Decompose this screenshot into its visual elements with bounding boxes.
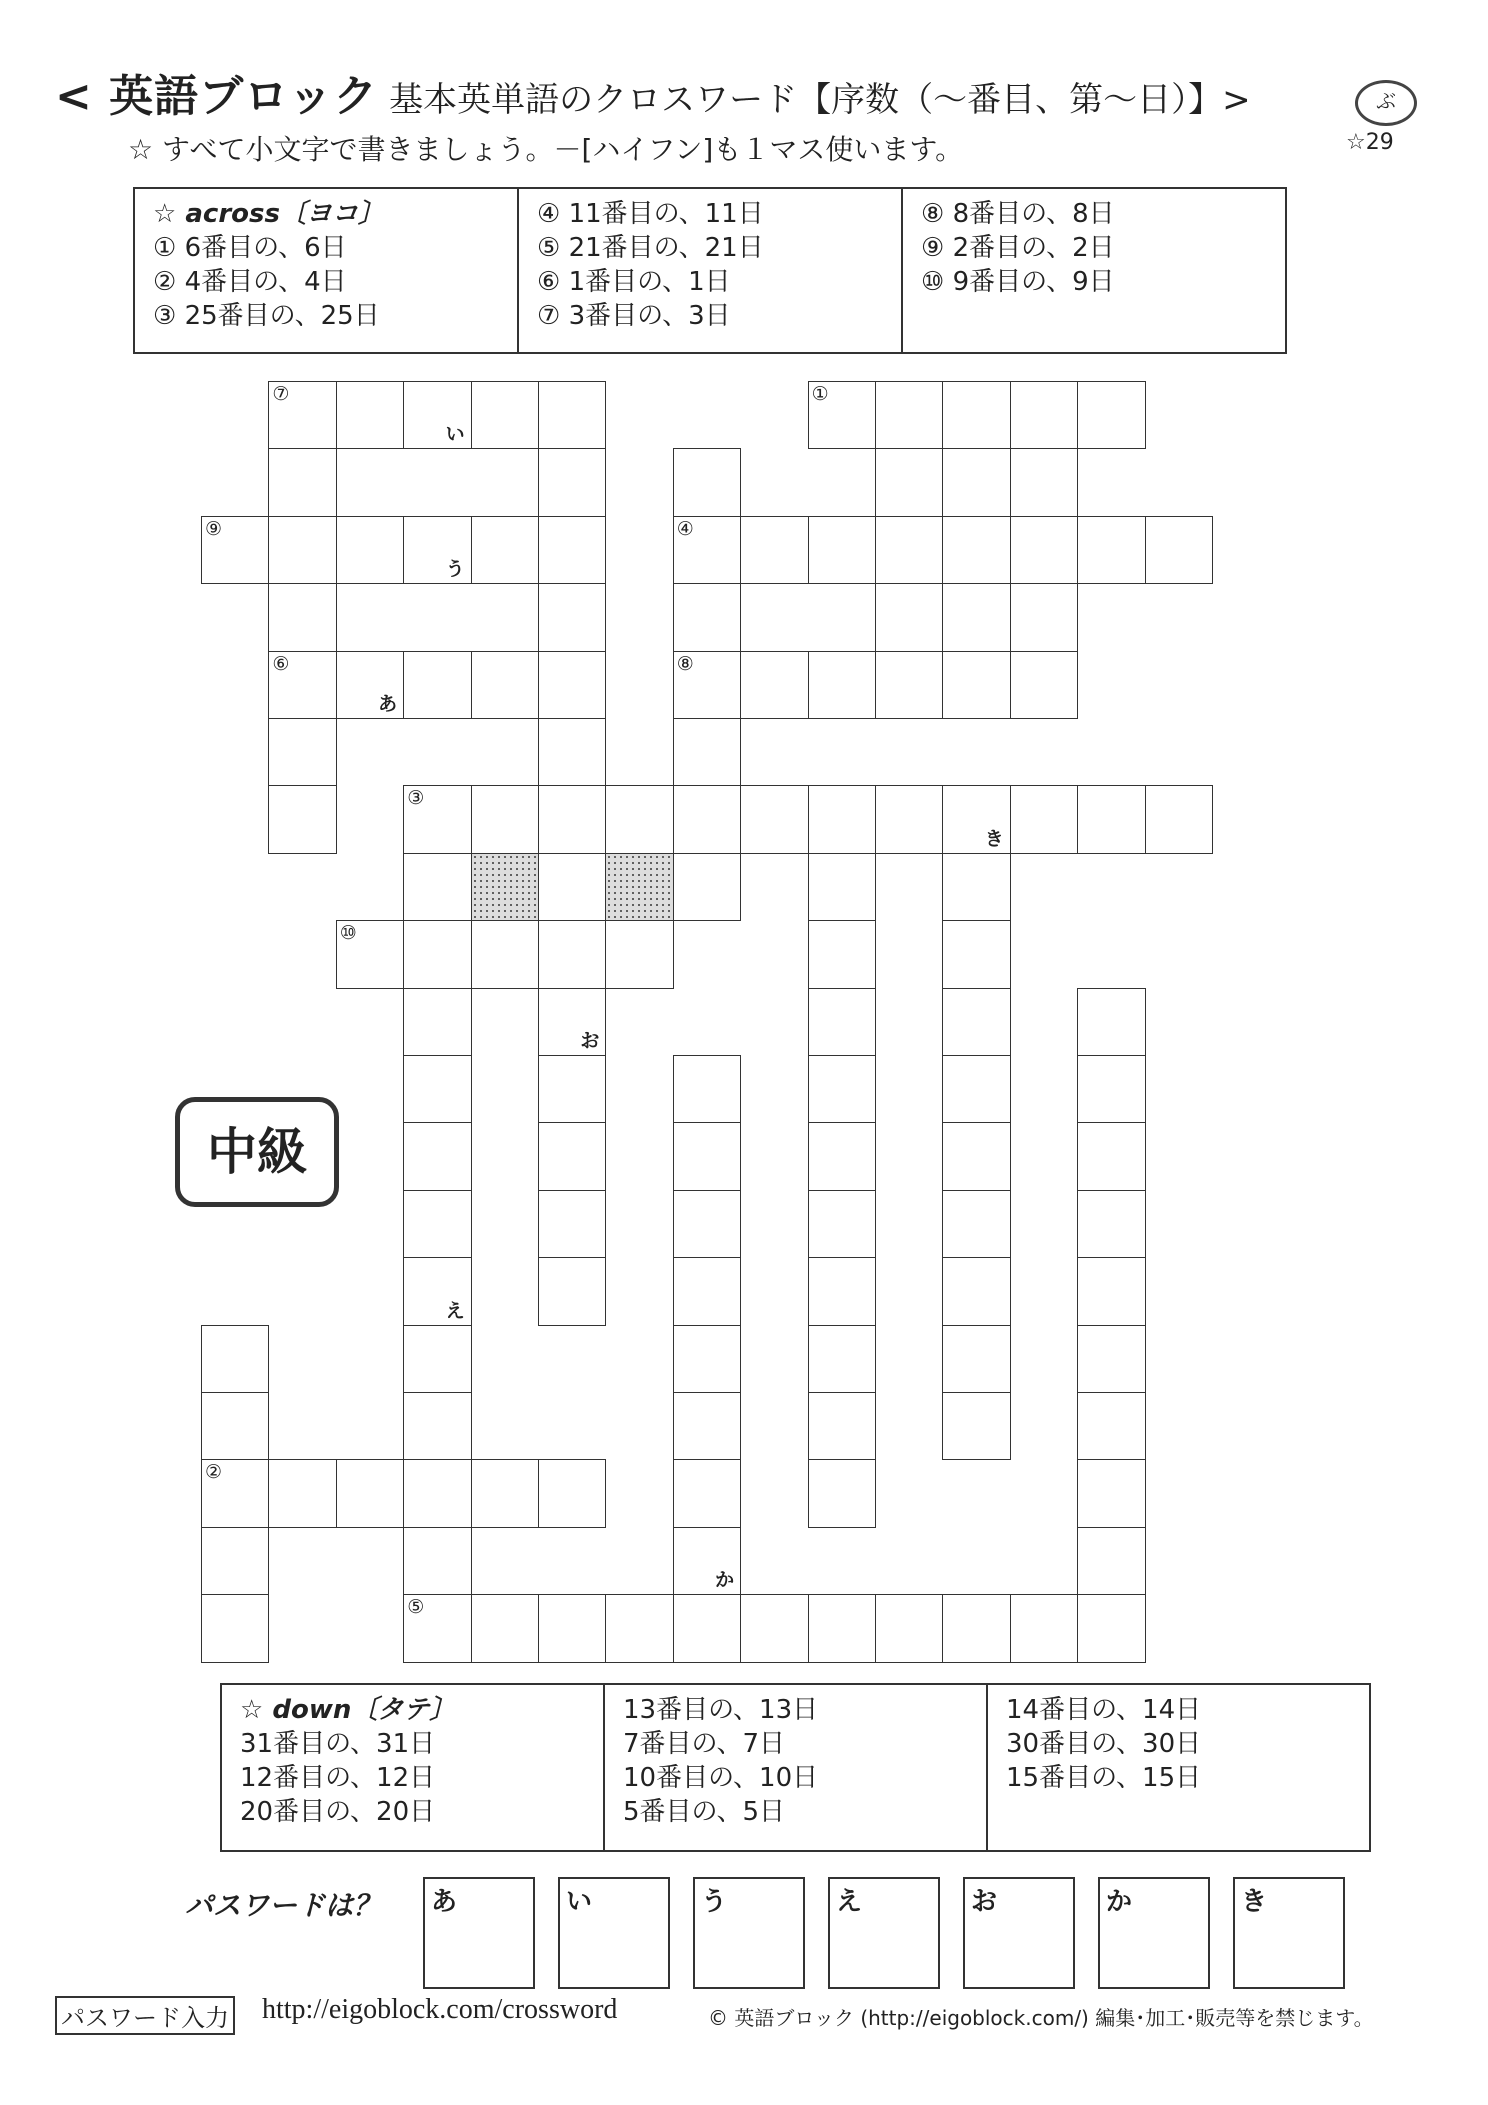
grid-cell[interactable] bbox=[942, 1122, 1010, 1190]
grid-cell[interactable] bbox=[673, 1122, 741, 1190]
clue-number: ④ bbox=[676, 517, 694, 540]
grid-cell[interactable] bbox=[538, 1055, 606, 1123]
grid-cell[interactable] bbox=[673, 1325, 741, 1393]
grid-cell[interactable] bbox=[808, 785, 876, 853]
grid-cell[interactable] bbox=[1077, 516, 1145, 584]
password-slot-label: い bbox=[566, 1887, 593, 1917]
grid-cell[interactable] bbox=[538, 718, 606, 786]
grid-cell[interactable] bbox=[538, 785, 606, 853]
grid-cell[interactable] bbox=[673, 1257, 741, 1325]
grid-cell[interactable] bbox=[1010, 651, 1078, 719]
grid-cell[interactable] bbox=[471, 785, 539, 853]
copyright-text: © 英語ブロック (http://eigoblock.com/) 編集･加工･販売等を禁じます。 bbox=[708, 2006, 1374, 2030]
grid-cell[interactable] bbox=[942, 1190, 1010, 1258]
clue-number: ② bbox=[205, 1461, 223, 1484]
grid-cell[interactable] bbox=[605, 1594, 673, 1662]
password-slot-label: き bbox=[1241, 1887, 1268, 1917]
grid-cell[interactable] bbox=[673, 448, 741, 516]
grid-cell[interactable] bbox=[1077, 1594, 1145, 1662]
grid-cell[interactable] bbox=[942, 381, 1010, 449]
grid-cell[interactable] bbox=[201, 1594, 269, 1662]
grid-cell[interactable] bbox=[1145, 516, 1213, 584]
grid-cell[interactable] bbox=[1077, 1055, 1145, 1123]
grid-cell[interactable] bbox=[471, 516, 539, 584]
grid-cell[interactable] bbox=[1077, 1527, 1145, 1595]
clue: ⑩ 9番目の、9日 bbox=[921, 267, 1115, 297]
down-clue-column bbox=[986, 1685, 1369, 1850]
grid-cell[interactable] bbox=[403, 1594, 471, 1662]
password-box[interactable] bbox=[558, 1877, 670, 1989]
clue: 12番目の、12日 bbox=[240, 1763, 436, 1793]
grid-cell[interactable] bbox=[875, 651, 943, 719]
grid-cell[interactable] bbox=[336, 381, 404, 449]
grid-cell[interactable] bbox=[268, 583, 336, 651]
across-clue-column bbox=[517, 189, 901, 352]
grid-cell[interactable] bbox=[673, 583, 741, 651]
clue-number: ⑨ bbox=[205, 517, 223, 540]
grid-cell[interactable] bbox=[403, 1392, 471, 1460]
grid-cell[interactable] bbox=[1077, 1392, 1145, 1460]
grid-cell[interactable] bbox=[673, 1527, 741, 1595]
grid-cell[interactable] bbox=[471, 1594, 539, 1662]
grid-cell[interactable] bbox=[808, 381, 876, 449]
grid-cell[interactable] bbox=[875, 583, 943, 651]
clue-number: ⑥ bbox=[272, 652, 290, 675]
mascot-icon: ぶ bbox=[1355, 80, 1417, 126]
grid-cell[interactable] bbox=[201, 1459, 269, 1527]
password-slot-label: あ bbox=[431, 1887, 458, 1917]
password-label: パスワードは？ bbox=[185, 1889, 382, 1922]
grid-cell[interactable] bbox=[538, 920, 606, 988]
grid-cell[interactable] bbox=[808, 1594, 876, 1662]
grid-cell[interactable] bbox=[673, 1459, 741, 1527]
grid-cell[interactable] bbox=[1077, 988, 1145, 1056]
grid-cell[interactable] bbox=[403, 1122, 471, 1190]
grid-cell[interactable] bbox=[673, 718, 741, 786]
grid-cell[interactable] bbox=[605, 785, 673, 853]
grid-cell[interactable] bbox=[808, 1459, 876, 1527]
grid-cell[interactable] bbox=[201, 1325, 269, 1393]
grid-cell[interactable] bbox=[673, 1594, 741, 1662]
clue: ⑥ 1番目の、1日 bbox=[537, 267, 731, 297]
clue: 15番目の、15日 bbox=[1006, 1763, 1202, 1793]
grid-cell[interactable] bbox=[1077, 1190, 1145, 1258]
grid-cell[interactable] bbox=[268, 1459, 336, 1527]
across-clues bbox=[133, 187, 1287, 354]
grid-cell[interactable] bbox=[336, 920, 404, 988]
down-heading: ☆ down〔タテ〕 bbox=[240, 1695, 456, 1725]
clue: ⑧ 8番目の、8日 bbox=[921, 199, 1115, 229]
grid-cell[interactable] bbox=[471, 1459, 539, 1527]
clue: ⑨ 2番目の、2日 bbox=[921, 233, 1115, 263]
grid-cell[interactable] bbox=[808, 651, 876, 719]
grid-cell[interactable] bbox=[875, 381, 943, 449]
grid-cell[interactable] bbox=[268, 516, 336, 584]
grid-cell[interactable] bbox=[808, 853, 876, 921]
grid-cell[interactable] bbox=[268, 785, 336, 853]
password-letter-marker: き bbox=[984, 827, 1004, 850]
down-clues bbox=[220, 1683, 1371, 1852]
grid-cell[interactable] bbox=[538, 853, 606, 921]
grid-cell[interactable] bbox=[403, 1325, 471, 1393]
grid-cell[interactable] bbox=[538, 381, 606, 449]
password-letter-marker: お bbox=[580, 1029, 600, 1052]
grid-cell-blocked bbox=[605, 853, 673, 921]
password-slot-label: う bbox=[701, 1887, 728, 1917]
clue: ① 6番目の、6日 bbox=[153, 233, 347, 263]
grid-cell[interactable] bbox=[403, 516, 471, 584]
grid-cell[interactable] bbox=[403, 988, 471, 1056]
grid-cell[interactable] bbox=[673, 853, 741, 921]
password-letter-marker: あ bbox=[378, 692, 398, 715]
grid-cell[interactable] bbox=[538, 988, 606, 1056]
grid-cell[interactable] bbox=[673, 785, 741, 853]
down-clue-column bbox=[603, 1685, 986, 1850]
password-letter-marker: え bbox=[445, 1299, 465, 1322]
grid-cell[interactable] bbox=[942, 785, 1010, 853]
grid-cell[interactable] bbox=[673, 1190, 741, 1258]
grid-cell[interactable] bbox=[403, 1190, 471, 1258]
grid-cell[interactable] bbox=[875, 448, 943, 516]
grid-cell[interactable] bbox=[942, 516, 1010, 584]
grid-cell[interactable] bbox=[1010, 381, 1078, 449]
clue: ⑤ 21番目の、21日 bbox=[537, 233, 764, 263]
clue: ⑦ 3番目の、3日 bbox=[537, 301, 731, 331]
grid-cell[interactable] bbox=[1010, 1594, 1078, 1662]
grid-cell[interactable] bbox=[1077, 1257, 1145, 1325]
clue: 20番目の、20日 bbox=[240, 1797, 436, 1827]
clue: 13番目の、13日 bbox=[623, 1695, 819, 1725]
grid-cell[interactable] bbox=[673, 1392, 741, 1460]
clue-number: ⑩ bbox=[339, 922, 357, 945]
sheet-number: ☆29 bbox=[1346, 130, 1394, 155]
worksheet-title: 基本英単語のクロスワード【序数（～番目、第～日）】> bbox=[389, 80, 1251, 120]
grid-cell[interactable] bbox=[1077, 785, 1145, 853]
brand-logo: < 英語ブロック bbox=[55, 71, 379, 122]
grid-cell[interactable] bbox=[201, 1527, 269, 1595]
grid-cell[interactable] bbox=[268, 448, 336, 516]
grid-cell[interactable] bbox=[538, 448, 606, 516]
grid-cell[interactable] bbox=[808, 920, 876, 988]
grid-cell[interactable] bbox=[1010, 448, 1078, 516]
grid-cell[interactable] bbox=[1077, 1325, 1145, 1393]
password-slot-label: か bbox=[1106, 1887, 1133, 1917]
grid-cell[interactable] bbox=[403, 1459, 471, 1527]
grid-cell[interactable] bbox=[942, 1257, 1010, 1325]
grid-cell[interactable] bbox=[1077, 1459, 1145, 1527]
across-heading: ☆ across〔ヨコ〕 bbox=[153, 199, 384, 229]
page-title bbox=[55, 60, 1251, 124]
grid-cell[interactable] bbox=[336, 651, 404, 719]
grid-cell[interactable] bbox=[875, 516, 943, 584]
clue: 7番目の、7日 bbox=[623, 1729, 786, 1759]
grid-cell[interactable] bbox=[605, 920, 673, 988]
password-letter-marker: い bbox=[445, 423, 465, 446]
grid-cell[interactable] bbox=[808, 1055, 876, 1123]
grid-cell[interactable] bbox=[201, 1392, 269, 1460]
grid-cell[interactable] bbox=[875, 785, 943, 853]
grid-cell[interactable] bbox=[740, 785, 808, 853]
password-box[interactable] bbox=[1233, 1877, 1345, 1989]
grid-cell[interactable] bbox=[1077, 381, 1145, 449]
password-input-label: パスワード入力 bbox=[55, 1996, 235, 2035]
instruction-text: ☆ すべて小文字で書きましょう。－[ハイフン]も１マス使います。 bbox=[128, 133, 964, 166]
clue: ③ 25番目の、25日 bbox=[153, 301, 380, 331]
grid-cell[interactable] bbox=[808, 1257, 876, 1325]
grid-cell[interactable] bbox=[942, 853, 1010, 921]
clue: ② 4番目の、4日 bbox=[153, 267, 347, 297]
clue: ④ 11番目の、11日 bbox=[537, 199, 764, 229]
grid-cell[interactable] bbox=[403, 785, 471, 853]
grid-cell[interactable] bbox=[538, 1190, 606, 1258]
grid-cell[interactable] bbox=[268, 718, 336, 786]
password-letter-marker: か bbox=[715, 1569, 735, 1592]
grid-cell[interactable] bbox=[403, 1257, 471, 1325]
grid-cell[interactable] bbox=[336, 1459, 404, 1527]
grid-cell[interactable] bbox=[942, 1594, 1010, 1662]
grid-cell[interactable] bbox=[403, 381, 471, 449]
clue: 14番目の、14日 bbox=[1006, 1695, 1202, 1725]
grid-cell[interactable] bbox=[1010, 516, 1078, 584]
password-slot-label: お bbox=[971, 1887, 998, 1917]
grid-cell[interactable] bbox=[942, 920, 1010, 988]
grid-cell[interactable] bbox=[740, 1594, 808, 1662]
grid-cell[interactable] bbox=[808, 1392, 876, 1460]
grid-cell[interactable] bbox=[875, 1594, 943, 1662]
grid-cell[interactable] bbox=[673, 1055, 741, 1123]
grid-cell[interactable] bbox=[538, 651, 606, 719]
grid-cell[interactable] bbox=[538, 1257, 606, 1325]
grid-cell[interactable] bbox=[471, 651, 539, 719]
across-clue-column bbox=[901, 189, 1285, 352]
clue: 10番目の、10日 bbox=[623, 1763, 819, 1793]
clue: 5番目の、5日 bbox=[623, 1797, 786, 1827]
clue: 31番目の、31日 bbox=[240, 1729, 436, 1759]
grid-cell[interactable] bbox=[942, 988, 1010, 1056]
grid-cell[interactable] bbox=[538, 1594, 606, 1662]
password-letter-marker: う bbox=[445, 558, 465, 581]
password-box[interactable] bbox=[423, 1877, 535, 1989]
grid-cell[interactable] bbox=[740, 651, 808, 719]
password-box[interactable] bbox=[693, 1877, 805, 1989]
grid-cell[interactable] bbox=[403, 1055, 471, 1123]
password-slot-label: え bbox=[836, 1887, 863, 1917]
grid-cell[interactable] bbox=[942, 1392, 1010, 1460]
clue-number: ⑦ bbox=[272, 383, 290, 405]
grid-cell[interactable] bbox=[1145, 785, 1213, 853]
grid-cell[interactable] bbox=[201, 516, 269, 584]
clue-number: ⑧ bbox=[676, 652, 694, 675]
grid-cell[interactable] bbox=[673, 516, 741, 584]
clue-number: ③ bbox=[407, 787, 425, 810]
grid-cell[interactable] bbox=[808, 988, 876, 1056]
clue-number: ⑤ bbox=[407, 1596, 425, 1619]
grid-cell[interactable] bbox=[942, 1325, 1010, 1393]
footer-url-link[interactable]: http://eigoblock.com/crossword bbox=[262, 1994, 618, 2025]
level-badge: 中級 bbox=[175, 1097, 339, 1207]
grid-cell[interactable] bbox=[268, 381, 336, 449]
grid-cell[interactable] bbox=[403, 1527, 471, 1595]
grid-cell[interactable] bbox=[1010, 785, 1078, 853]
password-box[interactable] bbox=[963, 1877, 1075, 1989]
grid-cell[interactable] bbox=[403, 920, 471, 988]
grid-cell[interactable] bbox=[538, 516, 606, 584]
grid-cell[interactable] bbox=[268, 651, 336, 719]
password-box[interactable] bbox=[828, 1877, 940, 1989]
grid-cell-blocked bbox=[471, 853, 539, 921]
grid-cell[interactable] bbox=[808, 1122, 876, 1190]
grid-cell[interactable] bbox=[538, 1122, 606, 1190]
grid-cell[interactable] bbox=[403, 853, 471, 921]
grid-cell[interactable] bbox=[942, 651, 1010, 719]
grid-cell[interactable] bbox=[808, 1190, 876, 1258]
grid-cell[interactable] bbox=[808, 1325, 876, 1393]
down-clue-column bbox=[222, 1685, 603, 1850]
grid-cell[interactable] bbox=[1010, 583, 1078, 651]
grid-cell[interactable] bbox=[471, 381, 539, 449]
grid-cell[interactable] bbox=[471, 920, 539, 988]
grid-cell[interactable] bbox=[538, 583, 606, 651]
password-box[interactable] bbox=[1098, 1877, 1210, 1989]
grid-cell[interactable] bbox=[808, 516, 876, 584]
grid-cell[interactable] bbox=[336, 516, 404, 584]
grid-cell[interactable] bbox=[942, 1055, 1010, 1123]
clue: 30番目の、30日 bbox=[1006, 1729, 1202, 1759]
across-clue-column bbox=[135, 189, 517, 352]
grid-cell[interactable] bbox=[538, 1459, 606, 1527]
grid-cell[interactable] bbox=[1077, 1122, 1145, 1190]
grid-cell[interactable] bbox=[673, 651, 741, 719]
grid-cell[interactable] bbox=[403, 651, 471, 719]
grid-cell[interactable] bbox=[740, 516, 808, 584]
clue-number: ① bbox=[811, 383, 829, 405]
